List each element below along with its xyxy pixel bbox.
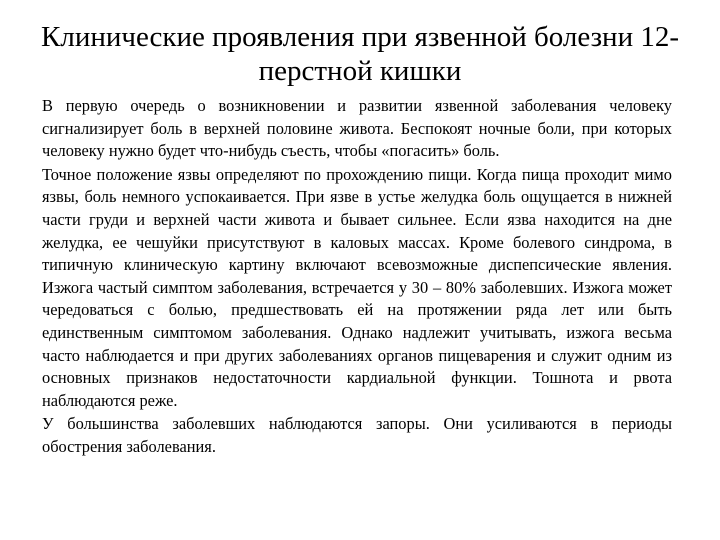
slide-body xyxy=(42,95,672,460)
slide-title: Клинические проявления при язвенной болезни 12-перстной кишки xyxy=(41,21,679,87)
paragraph-symptoms: Точное положение язвы определяют по прохождению пищи. Когда пища проходит мимо язвы, боль немного успокаивается. При язве в устье желудка боль ощущается в нижней части груди и верхней части живота и бывает сильнее. Если язва находится на дне желудка, ее чешуйки присутствуют в каловых массах. Кроме болевого синдрома, в типичную клиническую картину включают всевозможные диспепсические явления. Изжога частый симптом заболевания, встречается у 30 – 80% заболевших. Изжога может чередоваться с болью, предшествовать ей на протяжении ряда лет или быть единственным симптомом заболевания. Однако надлежит учитывать, изжога весьма часто наблюдается и при других заболеваниях органов пищеварения и служит одним из основных признаков недостаточности кардиальной функции. Тошнота и рвота наблюдаются реже. xyxy=(42,164,672,410)
paragraph-constipation: У большинства заболевших наблюдаются запоры. Они усиливаются в периоды обострения заболевания. xyxy=(42,414,672,456)
paragraph-pain: В первую очередь о возникновении и развитии язвенной заболевания человеку сигнализирует боль в верхней половине живота. Беспокоят ночные боли, при которых человеку нужно будет что-нибудь съесть, чтобы «погасить» боль. xyxy=(42,96,672,161)
